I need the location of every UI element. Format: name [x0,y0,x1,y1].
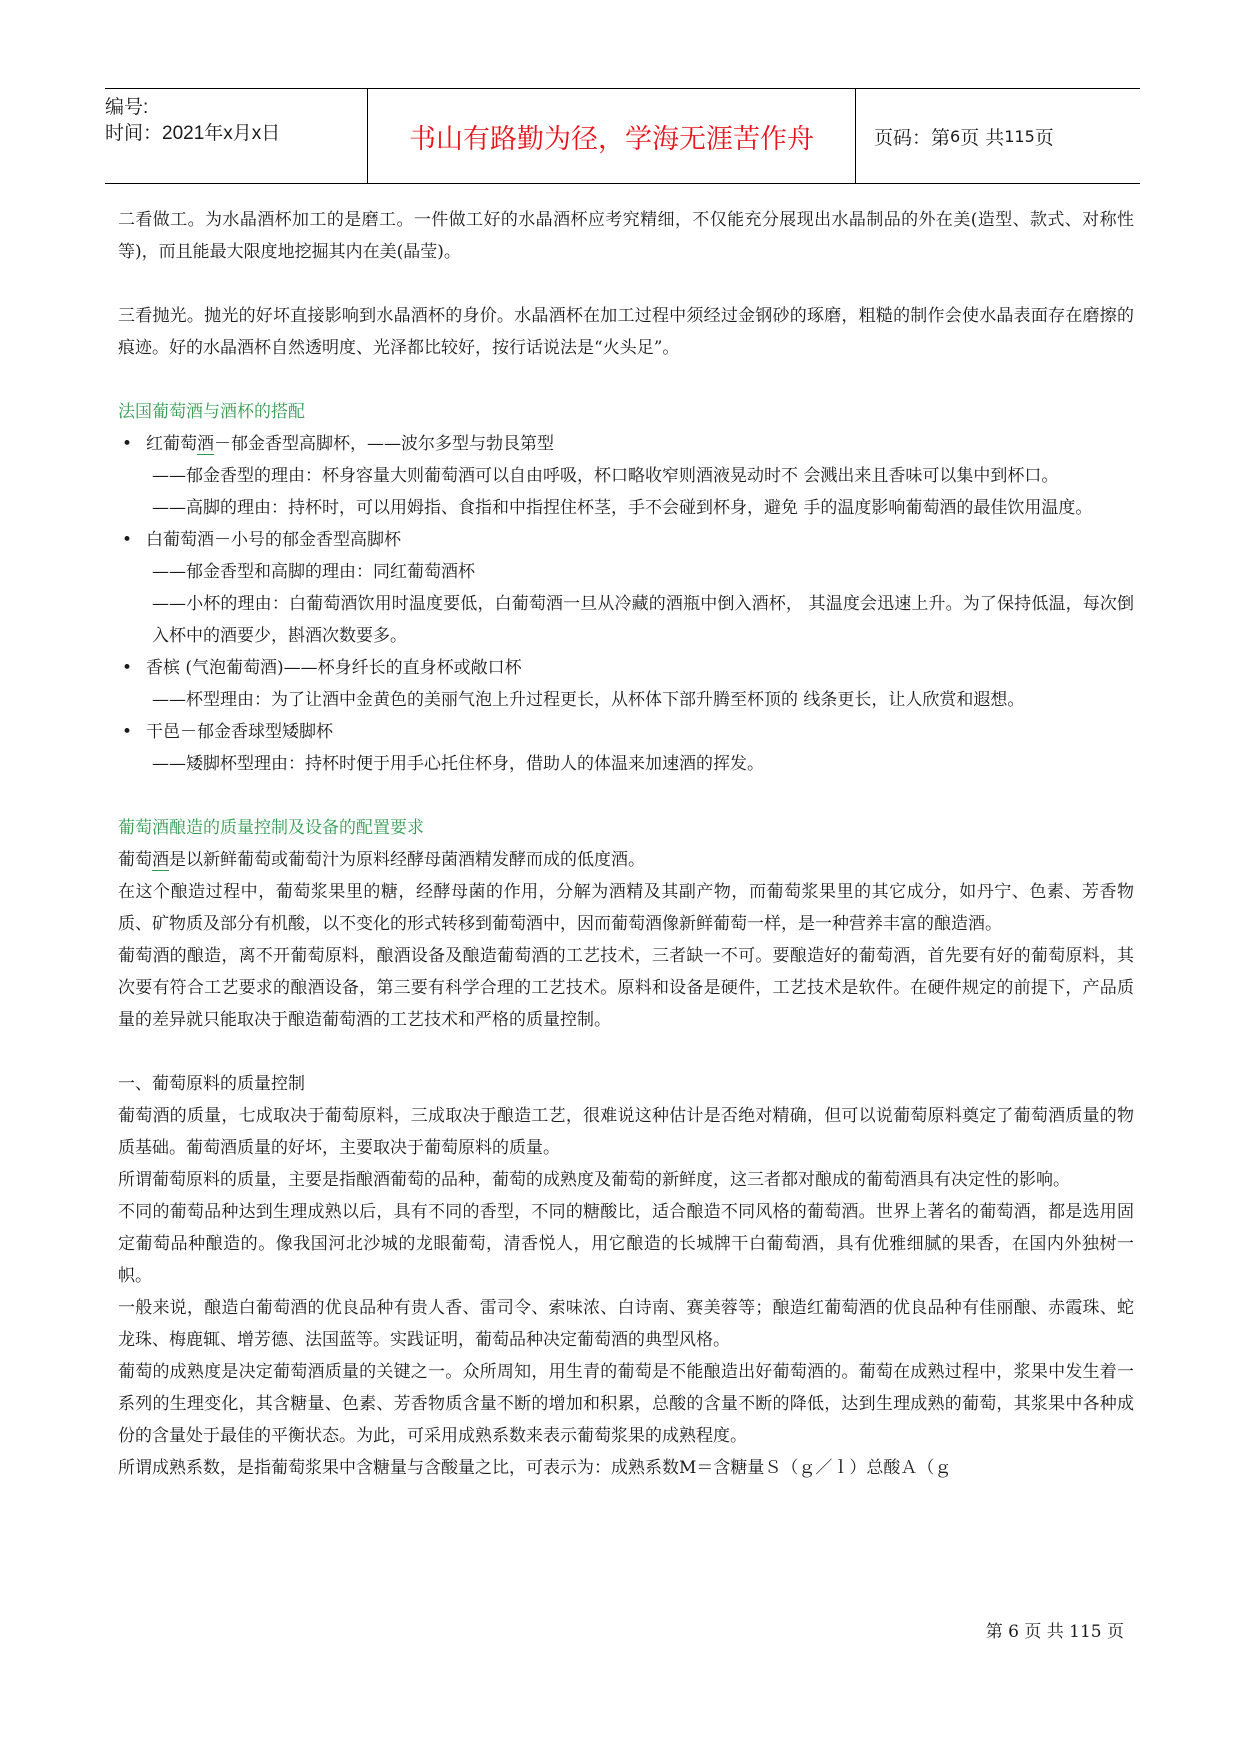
section-heading: 葡萄酒酿造的质量控制及设备的配置要求 [118,818,424,838]
paragraph: 所谓成熟系数，是指葡萄浆果中含糖量与含酸量之比，可表示为：成熟系数M＝含糖量Ｓ（ｇ／ｌ）总酸Ａ（ｇ [118,1458,952,1478]
paragraph: 葡萄酒的酿造，离不开葡萄原料，酿酒设备及酿造葡萄酒的工艺技术，三者缺一不可。要酿造好的葡萄酒，首先要有好的葡萄原料，其次要有符合工艺要求的酿酒设备，第三要有科学合理的工艺技术。原料和设备是硬件，工艺技术是软件。在硬件规定的前提下，产品质量的差异就只能取决于酿造葡萄酒的工艺技术和严格的质量控制。 [118,946,1134,1030]
paragraph: 不同的葡萄品种达到生理成熟以后，具有不同的香型，不同的糖酸比，适合酿造不同风格的葡萄酒。世界上著名的葡萄酒，都是选用固定葡萄品种酿造的。像我国河北沙城的龙眼葡萄，清香悦人，用它酿造的长城牌干白葡萄酒，具有优雅细腻的果香，在国内外独树一帜。 [118,1202,1134,1286]
paragraph: 三看抛光。抛光的好坏直接影响到水晶酒杯的身价。水晶酒杯在加工过程中须经过金钢砂的琢磨，粗糙的制作会使水晶表面存在磨擦的痕迹。好的水晶酒杯自然透明度、光泽都比较好，按行话说法是“火头足”。 [118,306,1134,358]
reason-line: ——高脚的理由：持杯时，可以用姆指、食指和中指捏住杯茎，手不会碰到杯身，避免 手的温度影响葡萄酒的最佳饮用温度。 [152,498,1093,518]
underlined-text: 酒 [152,850,169,870]
document-number-label: 编号: [105,97,149,118]
page-label: 页码：第 [874,126,951,149]
paragraph: 所谓葡萄原料的质量，主要是指酿酒葡萄的品种，葡萄的成熟度及葡萄的新鲜度，这三者都对酿成的葡萄酒具有决定性的影响。 [118,1170,1070,1190]
page-number: 6 [950,126,961,146]
page-total: 115 [1004,126,1035,146]
bullet-text: 红葡萄 [146,434,197,454]
bullet-item: • 干邑－郁金香球型矮脚杯 [118,716,1134,748]
header-motto: 书山有路勤为径，学海无涯苦作舟 [367,89,856,183]
underlined-text: 酒 [197,434,214,454]
paragraph [118,844,1134,876]
page-footer: 第 6 页 共 115 页 [985,1622,1124,1642]
header-meta [105,89,367,183]
bullet-item: • 香槟 (气泡葡萄酒)——杯身纤长的直身杯或敞口杯 [118,652,1134,684]
reason-line: ——杯型理由：为了让酒中金黄色的美丽气泡上升过程更长，从杯体下部升腾至杯顶的 线条更长，让人欣赏和遐想。 [152,690,1025,710]
paragraph-text: 葡萄 [118,850,152,870]
header-page-info [856,89,1140,183]
reason-line: ——郁金香型的理由：杯身容量大则葡萄酒可以自由呼吸，杯口略收窄则酒液晃动时不 会溅出来且香味可以集中到杯口。 [152,466,1059,486]
page-mid: 页 共 [960,126,1005,149]
bullet-item: • 白葡萄酒－小号的郁金香型高脚杯 [118,524,1134,556]
paragraph: 葡萄酒的质量，七成取决于葡萄原料，三成取决于酿造工艺，很难说这种估计是否绝对精确，但可以说葡萄原料奠定了葡萄酒质量的物质基础。葡萄酒质量的好坏，主要取决于葡萄原料的质量。 [118,1106,1134,1158]
page-end: 页 [1034,126,1054,149]
reason-line: ——郁金香型和高脚的理由：同红葡萄酒杯 [152,562,475,582]
page-header [105,88,1140,184]
reason-line: ——矮脚杯型理由：持杯时便于用手心托住杯身，借助人的体温来加速酒的挥发。 [152,754,764,774]
reason-line: ——小杯的理由：白葡萄酒饮用时温度要低，白葡萄酒一旦从冷藏的酒瓶中倒入酒杯， 其温度会迅速上升。为了保持低温，每次倒入杯中的酒要少，斟酒次数要多。 [152,594,1134,646]
bullet-text: －郁金香型高脚杯，——波尔多型与勃艮第型 [214,434,554,454]
document-body [118,204,1134,1484]
paragraph: 在这个酿造过程中，葡萄浆果里的糖，经酵母菌的作用，分解为酒精及其副产物，而葡萄浆果里的其它成分，如丹宁、色素、芳香物质、矿物质及部分有机酸，以不变化的形式转移到葡萄酒中，因而葡萄酒像新鲜葡萄一样，是一种营养丰富的酿造酒。 [118,882,1134,934]
paragraph: 二看做工。为水晶酒杯加工的是磨工。一件做工好的水晶酒杯应考究精细，不仅能充分展现出水晶制品的外在美(造型、款式、对称性等)，而且能最大限度地挖掘其内在美(晶莹)。 [118,210,1134,262]
paragraph: 一般来说，酿造白葡萄酒的优良品种有贵人香、雷司令、索味浓、白诗南、赛美蓉等；酿造红葡萄酒的优良品种有佳丽酿、赤霞珠、蛇龙珠、梅鹿辄、增芳德、法国蓝等。实践证明，葡萄品种决定葡萄酒的典型风格。 [118,1298,1134,1350]
section-heading: 法国葡萄酒与酒杯的搭配 [118,402,305,422]
subsection-heading: 一、葡萄原料的质量控制 [118,1074,305,1094]
bullet-item [118,428,1134,460]
document-time: 时间：2021年x月x日 [105,123,281,144]
paragraph: 葡萄的成熟度是决定葡萄酒质量的关键之一。众所周知，用生青的葡萄是不能酿造出好葡萄酒的。葡萄在成熟过程中，浆果中发生着一系列的生理变化，其含糖量、色素、芳香物质含量不断的增加和积累，总酸的含量不断的降低，达到生理成熟的葡萄，其浆果中各种成份的含量处于最佳的平衡状态。为此，可采用成熟系数来表示葡萄浆果的成熟程度。 [118,1362,1134,1446]
paragraph-text: 是以新鲜葡萄或葡萄汁为原料经酵母菌酒精发酵而成的低度酒。 [169,850,645,870]
